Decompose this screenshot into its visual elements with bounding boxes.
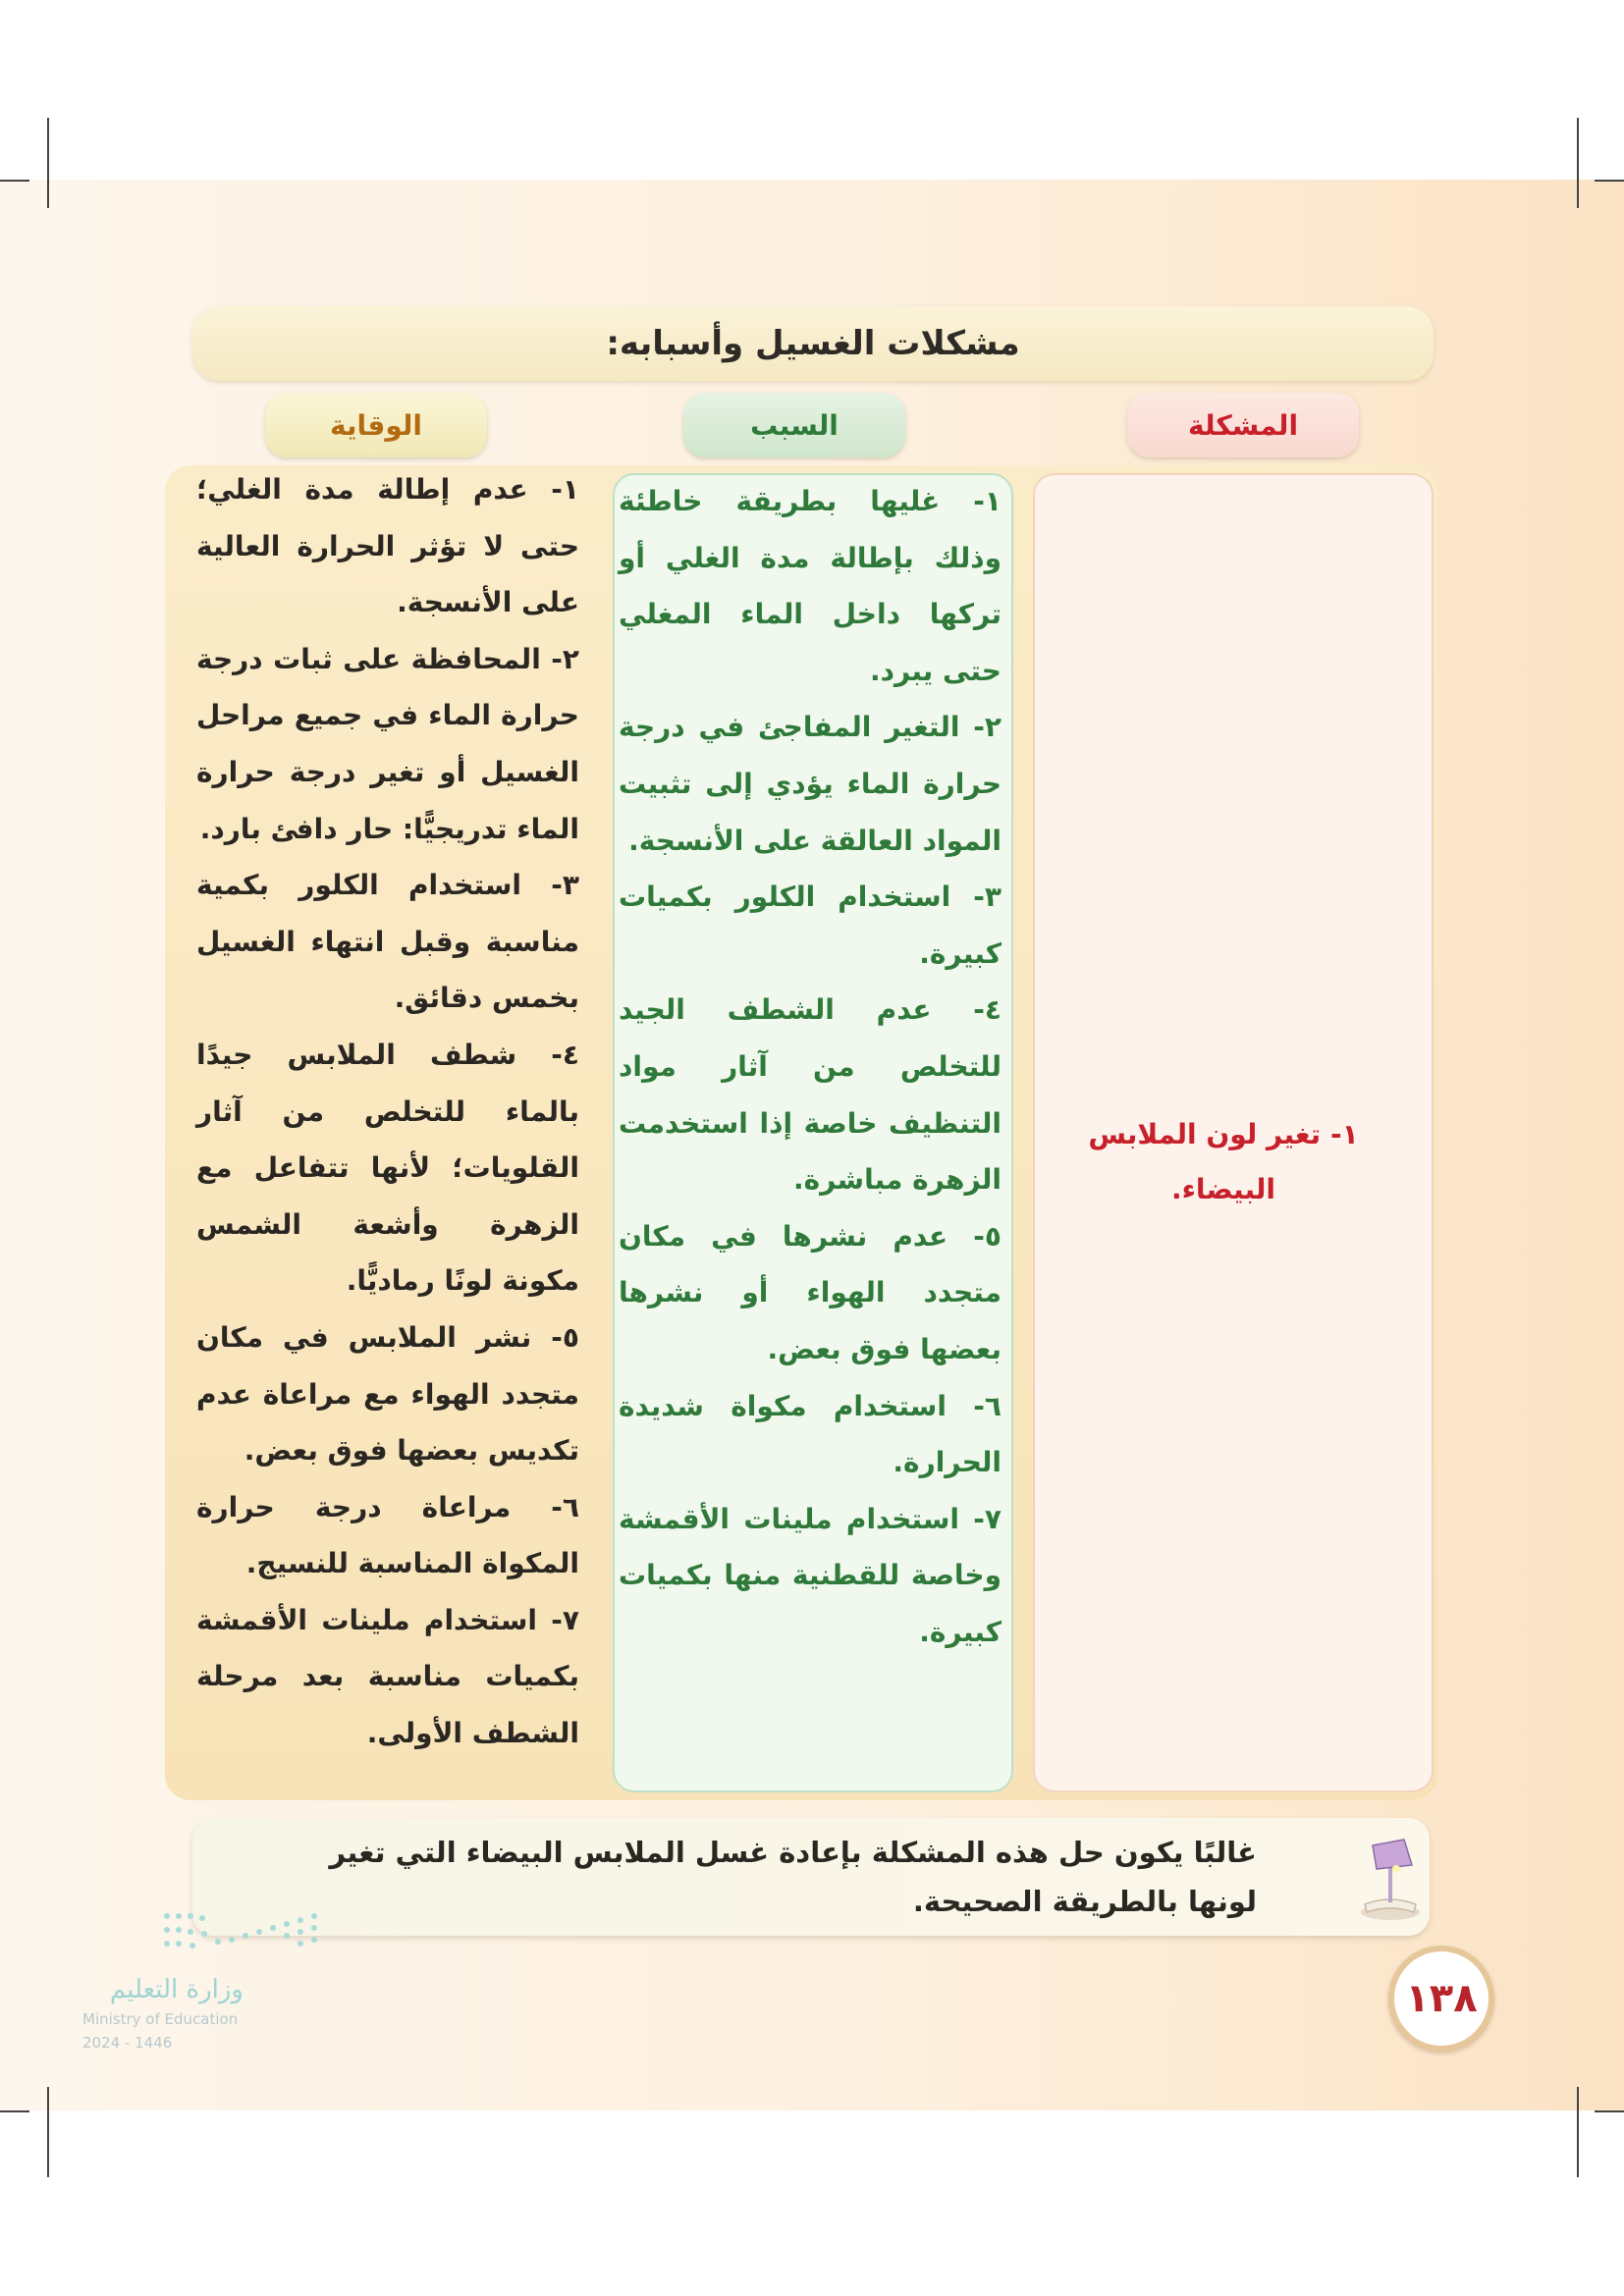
cause-item-7: ٧- استخدام ملينات الأقمشة وخاصة للقطنية منها بكميات كبيرة. xyxy=(619,1502,1001,1648)
crop-mark-br-h xyxy=(1595,2110,1624,2112)
prevention-item-6: ٦- مراعاة درجة حرارة المكواة المناسبة للنسيج. xyxy=(196,1490,579,1580)
page-number-badge xyxy=(1388,1946,1494,2052)
prevention-item-5: ٥- نشر الملابس في مكان متجدد الهواء مع مراعاة عدم تكديس بعضها فوق بعض. xyxy=(196,1320,579,1468)
section-title-bar xyxy=(192,306,1434,381)
cause-item-3: ٣- استخدام الكلور بكميات كبيرة. xyxy=(619,881,1001,970)
ministry-logo-dots-icon xyxy=(159,1906,326,1955)
crop-mark-tr-h xyxy=(1595,180,1624,182)
section-title: مشكلات الغسيل وأسبابه: xyxy=(606,324,1020,363)
prevention-item-7: ٧- استخدام ملينات الأقمشة بكميات مناسبة بعد مرحلة الشطف الأولى. xyxy=(196,1603,579,1750)
cause-item-5: ٥- عدم نشرها في مكان متجدد الهواء أو نشرها بعضها فوق بعض. xyxy=(619,1219,1001,1365)
cause-list xyxy=(619,473,1001,1660)
crop-mark-tr-v xyxy=(1577,118,1579,208)
note-text: غالبًا يكون حل هذه المشكلة بإعادة غسل الملابس البيضاء التي تغير لونها بالطريقة الصحيحة. xyxy=(329,1836,1257,1918)
prevention-item-3: ٣- استخدام الكلور بكمية مناسبة وقبل انتهاء الغسيل بخمس دقائق. xyxy=(196,869,579,1015)
ministry-year: 2024 - 1446 xyxy=(82,2034,173,2052)
cause-item-6: ٦- استخدام مكواة شديدة الحرارة. xyxy=(619,1389,1001,1479)
page-number: ١٣٨ xyxy=(1405,1976,1478,2021)
header-cause: السبب xyxy=(683,393,905,457)
cause-item-4: ٤- عدم الشطف الجيد للتخلص من آثار مواد التنظيف خاصة إذا استخدمت الزهرة مباشرة. xyxy=(619,993,1001,1197)
problem-item-1: ١- تغير لون الملابس البيضاء. xyxy=(1088,1118,1359,1205)
crop-mark-br-v xyxy=(1577,2087,1579,2177)
crop-mark-tl-v xyxy=(47,118,49,208)
prevention-item-2: ٢- المحافظة على ثبات درجة حرارة الماء في جميع مراحل الغسيل أو تغير درجة حرارة الماء تدريجيًّا: حار دافئ بارد. xyxy=(196,642,579,845)
cause-item-1: ١- غليها بطريقة خاطئة وذلك بإطالة مدة الغلي أو تركها داخل الماء المغلي حتى يبرد. xyxy=(619,485,1001,687)
ministry-name-english: Ministry of Education xyxy=(82,2010,239,2028)
crop-mark-bl-h xyxy=(0,2110,29,2112)
desk-lamp-icon xyxy=(1355,1826,1426,1924)
header-prevention: الوقاية xyxy=(265,393,487,457)
ministry-name-arabic: وزارة التعليم xyxy=(109,1975,244,2004)
header-problem: المشكلة xyxy=(1127,393,1359,457)
crop-mark-bl-v xyxy=(47,2087,49,2177)
prevention-item-4: ٤- شطف الملابس جيدًا بالماء للتخلص من آثار القلويات؛ لأنها تتفاعل مع الزهرة وأشعة الشمس مكونة لونًا رماديًّا. xyxy=(196,1038,579,1298)
prevention-list xyxy=(196,461,579,1762)
crop-mark-tl-h xyxy=(0,180,29,182)
prevention-item-1: ١- عدم إطالة مدة الغلي؛ حتى لا تؤثر الحرارة العالية على الأنسجة. xyxy=(196,473,579,619)
cause-item-2: ٢- التغير المفاجئ في درجة حرارة الماء يؤدي إلى تثبيت المواد العالقة على الأنسجة. xyxy=(619,711,1001,857)
